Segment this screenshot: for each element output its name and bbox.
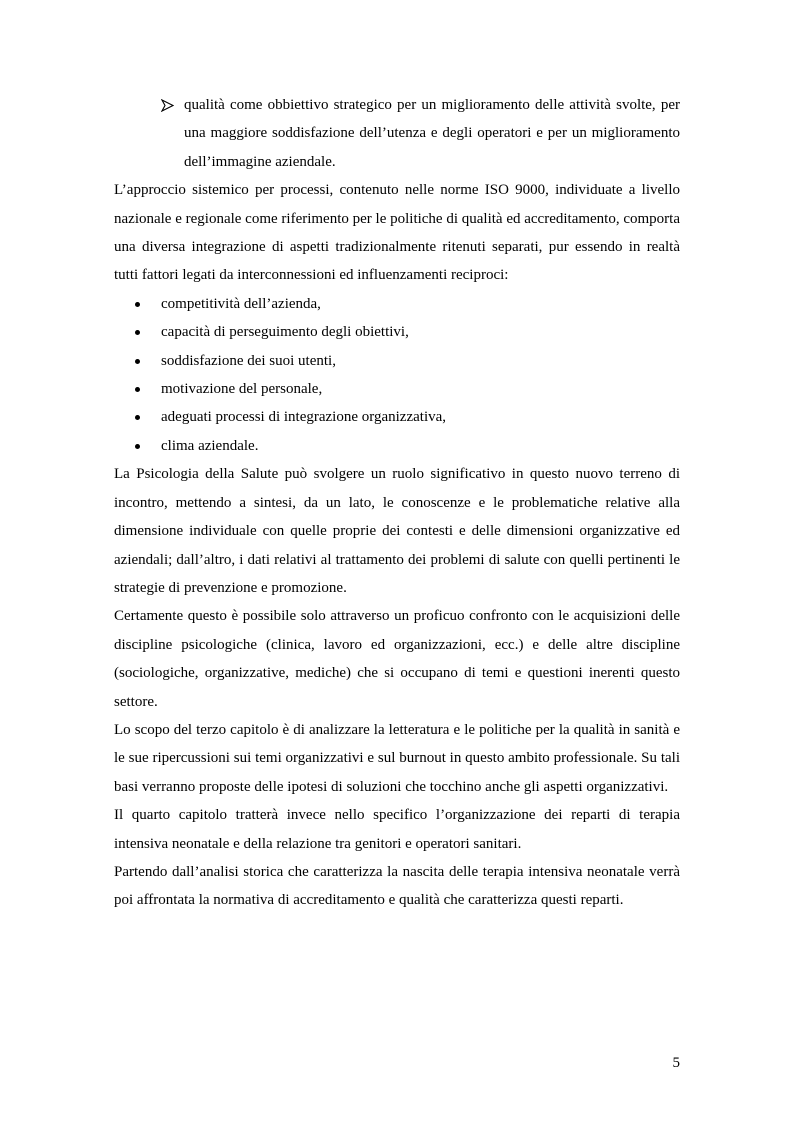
bullet-list-item [114,432,680,460]
bullet-dot-icon [135,444,140,449]
bullet-list-item [114,403,680,431]
bullet-dot-icon [135,330,140,335]
paragraph-psicologia-salute: La Psicologia della Salute può svolgere un ruolo significativo in questo nuovo terreno di incontro, mettendo a sintesi, da un lato, le conoscenze e le problematiche relative alla dimensione individuale con quelle proprie dei contesti e delle dimensioni organizzative ed aziendali; dall’altro, i dati relativi al trattamento dei problemi di salute con quelli pertinenti le strategie di prevenzione e promozione. [114,466,680,596]
bullet-item-text: capacità di perseguimento degli obiettivi, [161,324,409,341]
bullet-dot-icon [135,415,140,420]
bullet-item-text: motivazione del personale, [161,381,323,398]
bullet-item-text: adeguati processi di integrazione organizzativa, [161,409,447,426]
paragraph-confronto: Certamente questo è possibile solo attraverso un proficuo confronto con le acquisizioni delle discipline psicologiche (clinica, lavoro ed organizzazioni, ecc.) e delle altre discipline (sociologiche, organizzative, mediche) che si occupano di temi e questioni inerenti questo settore. [114,608,680,710]
bullet-item-text: clima aziendale. [161,437,259,454]
arrowhead-bullet-icon [161,99,174,112]
bullet-list-item [114,347,680,375]
bullet-list [114,290,680,460]
paragraph-terzo-capitolo: Lo scopo del terzo capitolo è di analizzare la letteratura e le politiche per la qualità in sanità e le sue ripercussioni sui temi organizzativi e sul burnout in questo ambito professionale. Su tali basi verranno proposte delle ipotesi di soluzioni che tocchino anche gli aspetti organizzativi. [114,721,680,795]
bullet-dot-icon [135,302,140,307]
page-body [114,91,680,915]
arrow-list-item-text: qualità come obbiettivo strategico per un miglioramento delle attività svolte, per una maggiore soddisfazione dell’utenza e degli operatori e per un miglioramento dell’immagine aziendale. [184,97,680,170]
paragraph-quarto-capitolo: Il quarto capitolo tratterà invece nello specifico l’organizzazione dei reparti di terapia intensiva neonatale e della relazione tra genitori e operatori sanitari. [114,807,680,852]
arrow-list-item [114,91,680,176]
bullet-dot-icon [135,359,140,364]
arrow-list [114,91,680,176]
paragraph-iso-9000: L’approccio sistemico per processi, contenuto nelle norme ISO 9000, individuate a livello nazionale e regionale come riferimento per le politiche di qualità ed accreditamento, comporta una diversa integrazione di aspetti tradizionalmente ritenuti separati, pur essendo in realtà tutti fattori legati da interconnessioni ed influenzamenti reciproci: [114,182,680,284]
bullet-list-item [114,318,680,346]
page-number: 5 [672,1055,680,1071]
bullet-item-text: competitività dell’azienda, [161,295,321,312]
bullet-item-text: soddisfazione dei suoi utenti, [161,352,336,369]
bullet-dot-icon [135,387,140,392]
bullet-list-item [114,290,680,318]
paragraph-analisi-storica: Partendo dall’analisi storica che caratterizza la nascita delle terapia intensiva neonatale verrà poi affrontata la normativa di accreditamento e qualità che caratterizza questi reparti. [114,863,680,909]
bullet-list-item [114,375,680,403]
